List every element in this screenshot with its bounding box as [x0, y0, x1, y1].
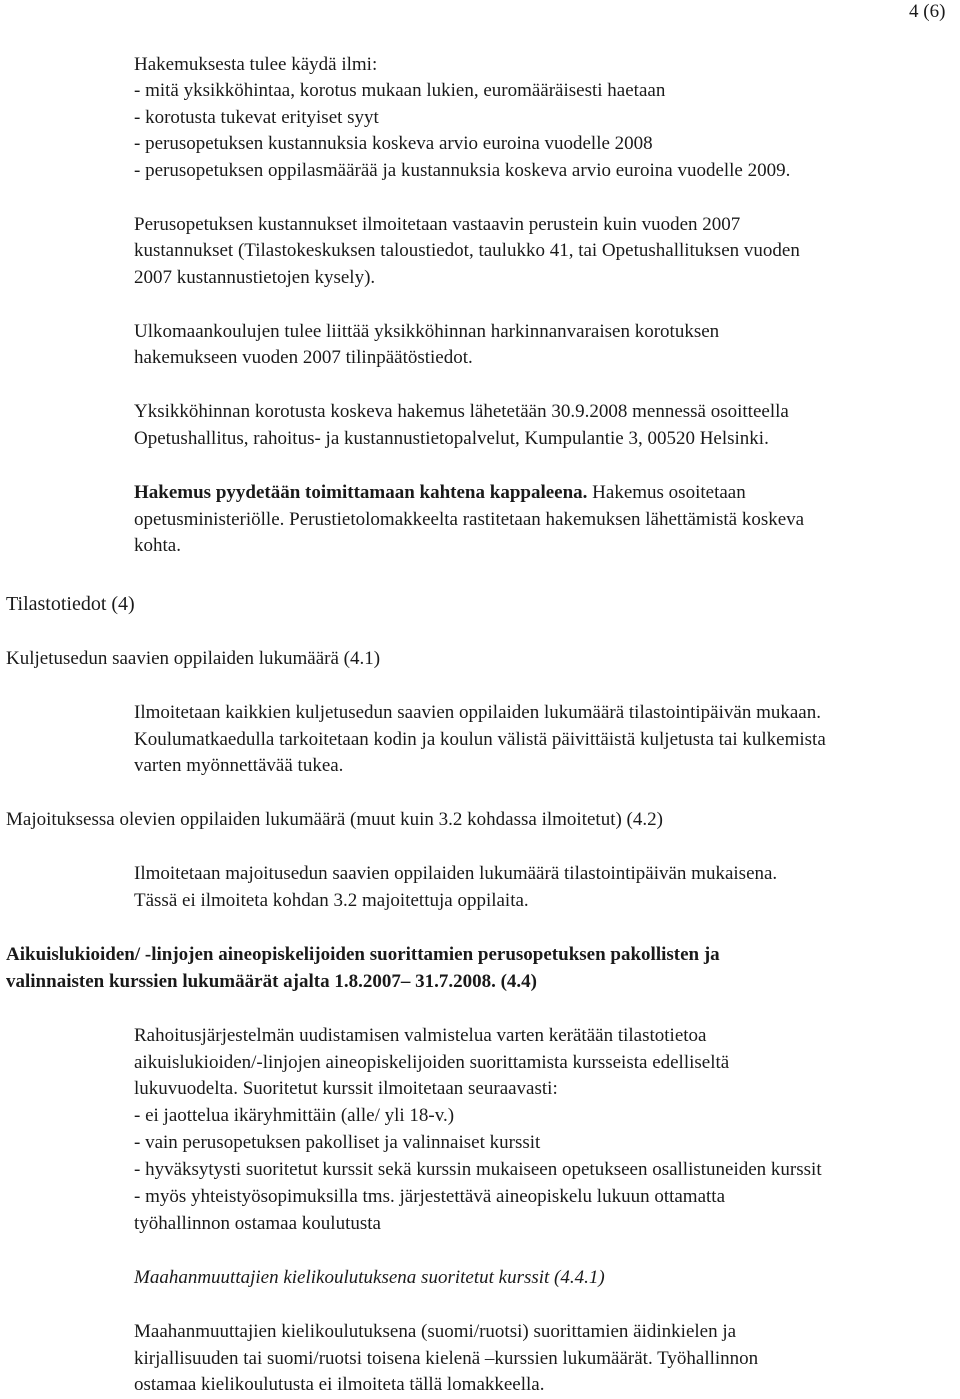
accommodation-heading: Majoituksessa olevien oppilaiden lukumäärä (muut kuin 3.2 kohdassa ilmoitetut) (4.2): [6, 809, 663, 830]
transport-line-1: Ilmoitetaan kaikkien kuljetusedun saavien oppilaiden lukumäärä tilastointipäivän mukaan.: [134, 702, 821, 723]
copies-line-2: opetusministeriölle. Perustietolomakkeelta rastitetaan hakemuksen lähettämistä koskeva: [134, 509, 805, 530]
adult-item-4: - myös yhteistyösopimuksilla tms. järjestettävä aineopiskelu lukuun ottamatta: [134, 1186, 726, 1207]
transport-line-3: varten myönnettävää tukea.: [134, 755, 344, 776]
deadline-line-2: Opetushallitus, rahoitus- ja kustannustietopalvelut, Kumpulantie 3, 00520 Helsinki.: [134, 428, 769, 449]
deadline-line-1: Yksikköhinnan korotusta koskeva hakemus lähetetään 30.9.2008 mennessä osoitteella: [134, 401, 789, 422]
copies-line-1: [134, 480, 746, 507]
accommodation-line-1: Ilmoitetaan majoitusedun saavien oppilaiden lukumäärä tilastointipäivän mukaisena.: [134, 863, 778, 884]
copies-bold-text: Hakemus pyydetään toimittamaan kahtena kappaleena.: [134, 482, 588, 503]
application-item-2: - korotusta tukevat erityiset syyt: [134, 107, 379, 128]
immigrant-heading: Maahanmuuttajien kielikoulutuksena suoritetut kurssit (4.4.1): [134, 1267, 605, 1288]
page-number: 4 (6): [909, 1, 946, 22]
transport-heading: Kuljetusedun saavien oppilaiden lukumäärä (4.1): [6, 648, 381, 669]
transport-line-2: Koulumatkaedulla tarkoitetaan kodin ja koulun välistä päivittäistä kuljetusta tai kulkemista: [134, 729, 826, 750]
foreign-line-1: Ulkomaankoulujen tulee liittää yksikköhinnan harkinnanvaraisen korotuksen: [134, 321, 720, 342]
adult-heading-line-1: Aikuislukioiden/ -linjojen aineopiskelijoiden suorittamien perusopetuksen pakollisten ja: [6, 944, 720, 965]
copies-rest-text: Hakemus osoitetaan: [587, 482, 746, 503]
adult-item-4-continued: työhallinnon ostamaa koulutusta: [134, 1213, 381, 1234]
adult-item-3: - hyväksytysti suoritetut kurssit sekä kurssin mukaiseen opetukseen osallistuneiden kurssit: [134, 1159, 822, 1180]
adult-line-2: aikuislukioiden/-linjojen aineopiskelijoiden suorittamista kursseista edelliseltä: [134, 1052, 730, 1073]
adult-line-1: Rahoitusjärjestelmän uudistamisen valmistelua varten kerätään tilastotietoa: [134, 1025, 707, 1046]
foreign-line-2: hakemukseen vuoden 2007 tilinpäätöstiedot.: [134, 347, 473, 368]
application-item-3: - perusopetuksen kustannuksia koskeva arvio euroina vuodelle 2008: [134, 133, 653, 154]
application-item-1: - mitä yksikköhintaa, korotus mukaan lukien, euromääräisesti haetaan: [134, 80, 666, 101]
costs-line-3: 2007 kustannustietojen kysely).: [134, 267, 376, 288]
immigrant-line-1: Maahanmuuttajien kielikoulutuksena (suomi/ruotsi) suorittamien äidinkielen ja: [134, 1321, 737, 1342]
application-item-4: - perusopetuksen oppilasmäärää ja kustannuksia koskeva arvio euroina vuodelle 2009.: [134, 160, 791, 181]
adult-heading-line-2: valinnaisten kurssien lukumäärät ajalta 1.8.2007– 31.7.2008. (4.4): [6, 971, 537, 992]
immigrant-line-3: ostamaa kielikoulutusta ei ilmoiteta tällä lomakkeella.: [134, 1374, 545, 1395]
application-intro: Hakemuksesta tulee käydä ilmi:: [134, 54, 378, 75]
immigrant-line-2: kirjallisuuden tai suomi/ruotsi toisena kielenä –kurssien lukumäärät. Työhallinnon: [134, 1348, 759, 1369]
adult-item-2: - vain perusopetuksen pakolliset ja valinnaiset kurssit: [134, 1132, 541, 1153]
accommodation-line-2: Tässä ei ilmoiteta kohdan 3.2 majoitettuja oppilaita.: [134, 890, 529, 911]
costs-line-1: Perusopetuksen kustannukset ilmoitetaan vastaavin perustein kuin vuoden 2007: [134, 214, 741, 235]
copies-line-3: kohta.: [134, 535, 181, 556]
adult-item-1: - ei jaottelua ikäryhmittäin (alle/ yli 18-v.): [134, 1105, 455, 1126]
costs-line-2: kustannukset (Tilastokeskuksen taloustiedot, taulukko 41, tai Opetushallituksen vuoden: [134, 240, 800, 261]
adult-line-3: lukuvuodelta. Suoritetut kurssit ilmoitetaan seuraavasti:: [134, 1078, 558, 1099]
stats-heading: Tilastotiedot (4): [6, 593, 135, 615]
